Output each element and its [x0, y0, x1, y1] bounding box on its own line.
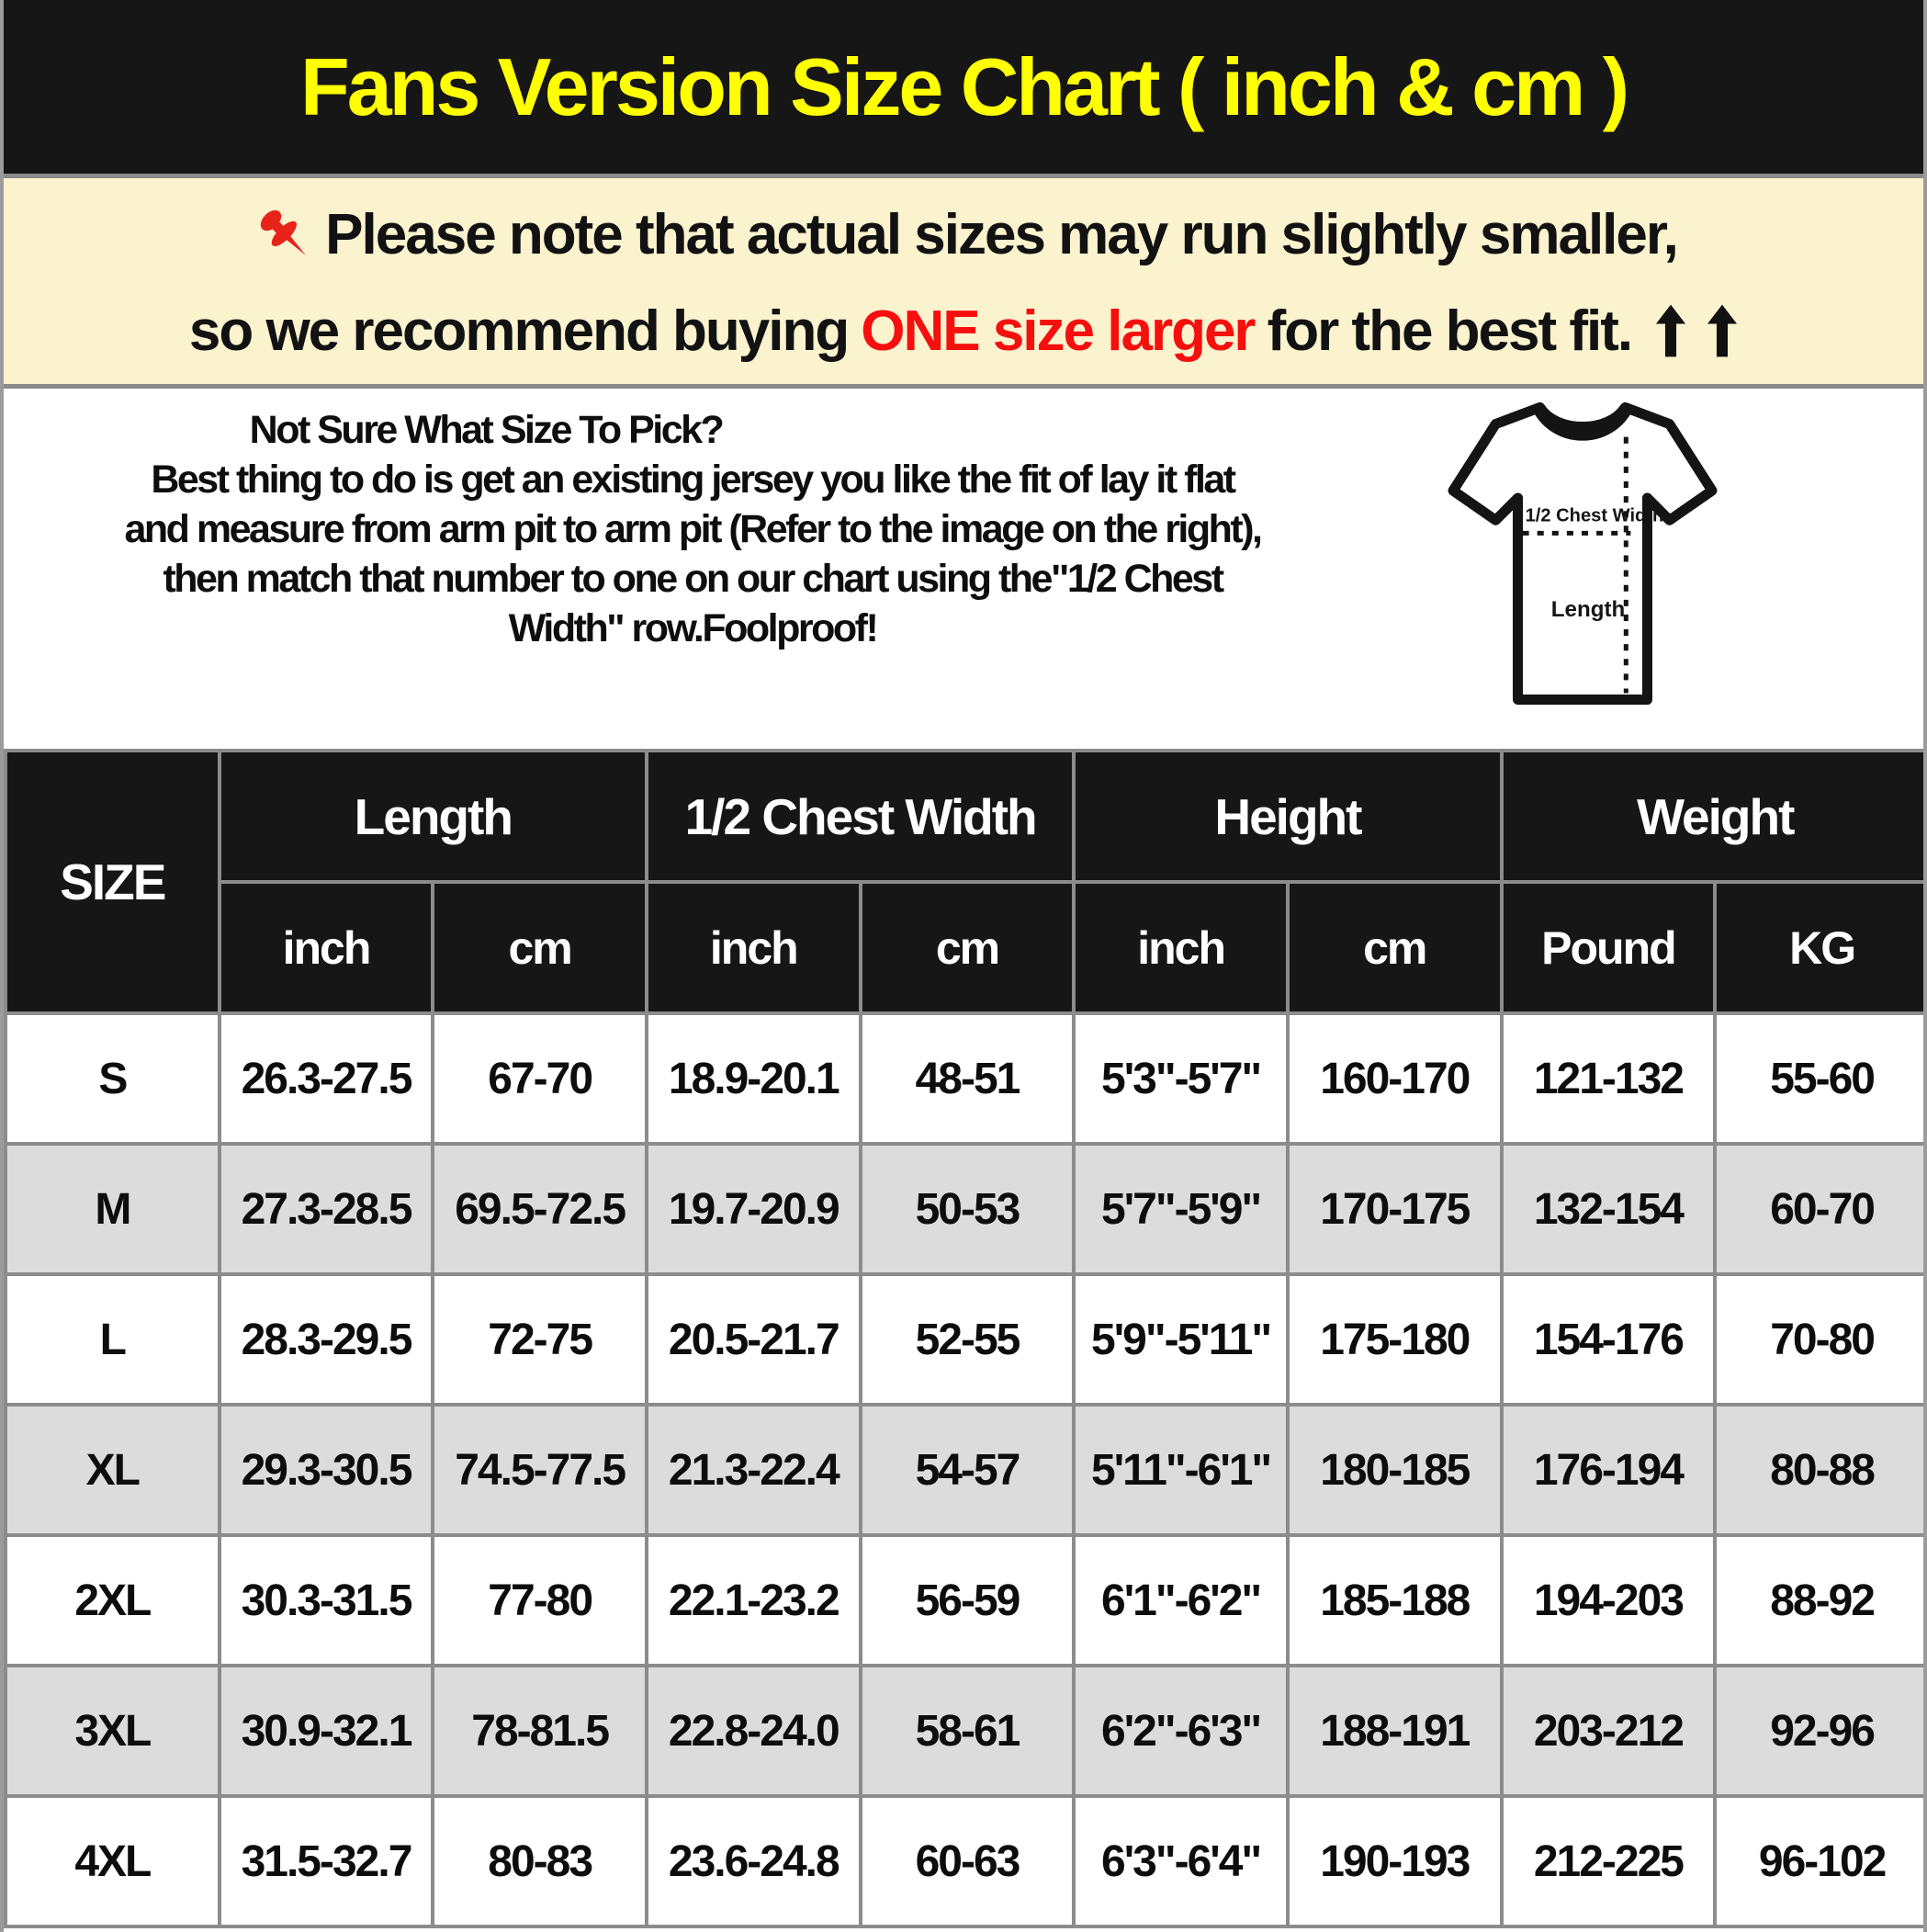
table-row-3xl [6, 1666, 1927, 1796]
table-cell: 74.5-77.5 [433, 1405, 647, 1535]
table-cell: 21.3-22.4 [647, 1405, 861, 1535]
table-cell: 28.3-29.5 [220, 1274, 434, 1405]
notice-line-2 [189, 299, 1738, 364]
up-arrow-icon [1707, 303, 1738, 358]
subcol-height-inch: inch [1074, 882, 1288, 1013]
red-pushpin-icon [250, 199, 321, 271]
table-cell: 19.7-20.9 [647, 1144, 861, 1274]
table-cell: 185-188 [1288, 1535, 1502, 1666]
table-cell: 31.5-32.7 [220, 1796, 434, 1926]
table-row-4xl [6, 1796, 1927, 1926]
table-cell: 70-80 [1715, 1274, 1927, 1405]
notice-line-1 [250, 199, 1677, 271]
table-cell: 92-96 [1715, 1666, 1927, 1796]
col-header-size: SIZE [6, 751, 220, 1013]
up-arrow-icon [1655, 303, 1686, 358]
size-cell: 3XL [6, 1666, 220, 1796]
table-cell: 170-175 [1288, 1144, 1502, 1274]
table-cell: 69.5-72.5 [433, 1144, 647, 1274]
notice-text-1: Please note that actual sizes may run slightly smaller, [325, 203, 1677, 266]
table-cell: 190-193 [1288, 1796, 1502, 1926]
table-cell: 176-194 [1502, 1405, 1716, 1535]
table-row-xl [6, 1405, 1927, 1535]
col-header-height: Height [1074, 751, 1501, 882]
table-cell: 96-102 [1715, 1796, 1927, 1926]
table-cell: 48-51 [861, 1013, 1075, 1144]
notice-text-2a: so we recommend buying [188, 299, 849, 363]
title-banner [4, 0, 1923, 178]
table-cell: 30.3-31.5 [220, 1535, 434, 1666]
subcol-height-cm: cm [1288, 882, 1502, 1013]
subcol-length-cm: cm [433, 882, 647, 1013]
table-cell: 5'7"-5'9" [1074, 1144, 1288, 1274]
up-arrows [1655, 303, 1738, 358]
table-cell: 5'11"-6'1" [1074, 1405, 1288, 1535]
notice-text-2b: for the best fit. [1267, 299, 1632, 363]
col-header-weight: Weight [1502, 751, 1927, 882]
size-cell: 4XL [6, 1796, 220, 1926]
table-cell: 26.3-27.5 [220, 1013, 434, 1144]
table-cell: 180-185 [1288, 1405, 1502, 1535]
table-cell: 54-57 [861, 1405, 1075, 1535]
table-cell: 175-180 [1288, 1274, 1502, 1405]
table-cell: 22.1-23.2 [647, 1535, 861, 1666]
size-cell: 2XL [6, 1535, 220, 1666]
subcol-weight-pound: Pound [1502, 882, 1716, 1013]
table-cell: 30.9-32.1 [220, 1666, 434, 1796]
page-title: Fans Version Size Chart ( inch & cm ) [299, 40, 1628, 132]
table-cell: 154-176 [1502, 1274, 1716, 1405]
notice-highlight: ONE size larger [861, 299, 1255, 363]
length-label: Length [1550, 596, 1626, 622]
table-cell: 80-88 [1715, 1405, 1927, 1535]
subcol-chest-cm: cm [861, 882, 1075, 1013]
table-cell: 5'3"-5'7" [1074, 1013, 1288, 1144]
table-cell: 29.3-30.5 [220, 1405, 434, 1535]
table-cell: 22.8-24.0 [647, 1666, 861, 1796]
size-cell: L [6, 1274, 220, 1405]
table-cell: 188-191 [1288, 1666, 1502, 1796]
table-cell: 20.5-21.7 [647, 1274, 861, 1405]
subcol-length-inch: inch [220, 882, 434, 1013]
table-cell: 58-61 [861, 1666, 1075, 1796]
table-header [6, 751, 1927, 1013]
subcol-chest-inch: inch [647, 882, 861, 1013]
col-header-length: Length [220, 751, 647, 882]
table-row-l [6, 1274, 1927, 1405]
guide-line-4: Width" row.Foolproof! [508, 606, 877, 650]
guide-section [4, 389, 1923, 749]
table-cell: 23.6-24.8 [647, 1796, 861, 1926]
table-cell: 27.3-28.5 [220, 1144, 434, 1274]
size-cell: S [6, 1013, 220, 1144]
col-header-chest-width: 1/2 Chest Width [647, 751, 1074, 882]
table-cell: 132-154 [1502, 1144, 1716, 1274]
guide-line-3: then match that number to one on our chart using the"1/2 Chest [163, 557, 1223, 601]
table-cell: 60-63 [861, 1796, 1075, 1926]
notice-section [4, 178, 1923, 389]
table-cell: 72-75 [433, 1274, 647, 1405]
table-row-2xl [6, 1535, 1927, 1666]
table-cell: 78-81.5 [433, 1666, 647, 1796]
guide-heading: Not Sure What Size To Pick? [249, 408, 723, 452]
table-cell: 56-59 [861, 1535, 1075, 1666]
table-cell: 203-212 [1502, 1666, 1716, 1796]
table-cell: 50-53 [861, 1144, 1075, 1274]
table-cell: 160-170 [1288, 1013, 1502, 1144]
table-row-m [6, 1144, 1927, 1274]
table-cell: 77-80 [433, 1535, 647, 1666]
table-cell: 60-70 [1715, 1144, 1927, 1274]
header-sub-row [6, 882, 1927, 1013]
size-chart-table [4, 749, 1927, 1928]
table-cell: 52-55 [861, 1274, 1075, 1405]
table-cell: 6'3"-6'4" [1074, 1796, 1288, 1926]
table-row-s [6, 1013, 1927, 1144]
table-cell: 6'1"-6'2" [1074, 1535, 1288, 1666]
guide-line-2: and measure from arm pit to arm pit (Refer to the image on the right), [124, 507, 1261, 551]
table-cell: 18.9-20.1 [647, 1013, 861, 1144]
tshirt-outline [1453, 407, 1712, 699]
table-cell: 55-60 [1715, 1013, 1927, 1144]
subcol-weight-kg: KG [1715, 882, 1927, 1013]
table-cell: 212-225 [1502, 1796, 1716, 1926]
table-cell: 67-70 [433, 1013, 647, 1144]
table-cell: 88-92 [1715, 1535, 1927, 1666]
table-cell: 6'2"-6'3" [1074, 1666, 1288, 1796]
chest-width-label: 1/2 Chest Width [1525, 505, 1664, 526]
size-cell: XL [6, 1405, 220, 1535]
header-group-row [6, 751, 1927, 882]
table-cell: 121-132 [1502, 1013, 1716, 1144]
guide-line-1: Best thing to do is get an existing jersey you like the fit of lay it flat [151, 458, 1234, 502]
table-cell: 80-83 [433, 1796, 647, 1926]
tshirt-measure-diagram [1444, 394, 1721, 714]
table-cell: 194-203 [1502, 1535, 1716, 1666]
guide-text-block [4, 405, 1381, 653]
table-body [6, 1013, 1927, 1926]
size-cell: M [6, 1144, 220, 1274]
table-cell: 5'9"-5'11" [1074, 1274, 1288, 1405]
